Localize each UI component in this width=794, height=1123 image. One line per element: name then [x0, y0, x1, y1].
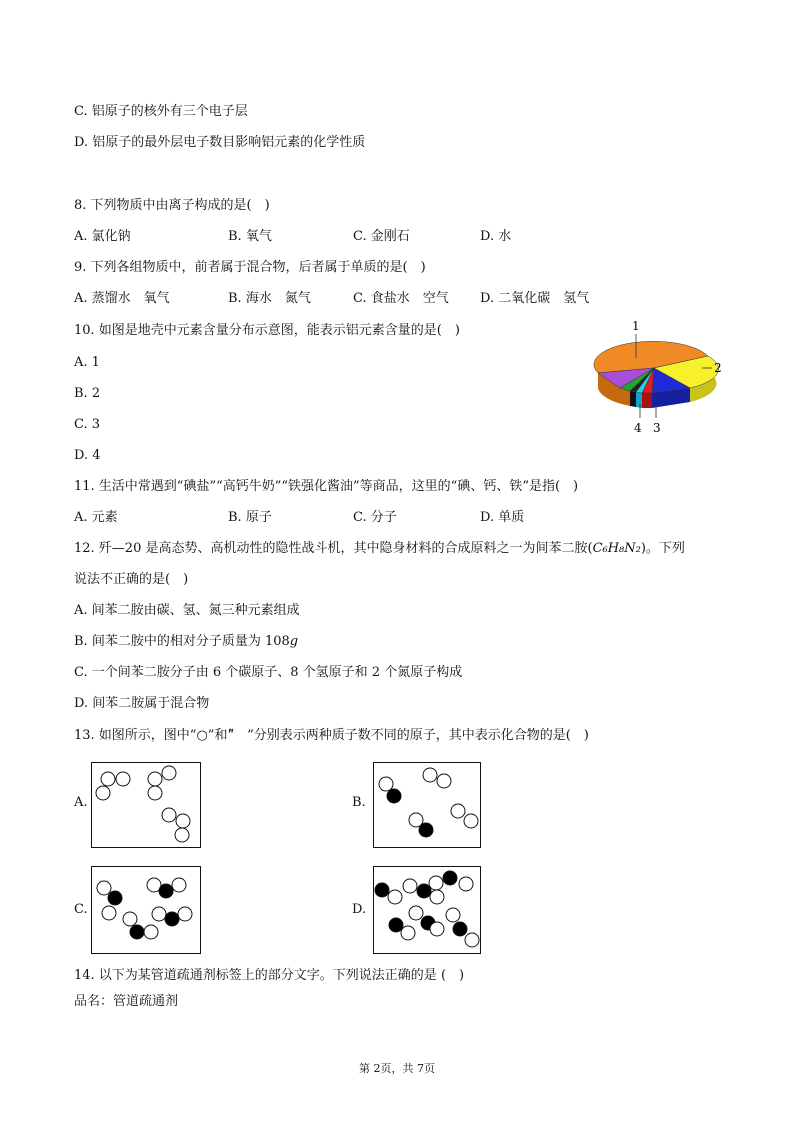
- q12-stem-line2: 说法不正确的是( ): [74, 572, 189, 587]
- diagram-d-atoms: [374, 867, 480, 953]
- q8-option-b: B. 氧气: [228, 229, 272, 244]
- q9-option-b: B. 海水 氮气: [228, 291, 311, 306]
- diagram-a-atoms: [92, 763, 200, 847]
- page-footer: 第 2页，共 7页: [359, 1062, 435, 1075]
- q11-stem: 11. 生活中常遇到“碘盐”“高钙牛奶”“铁强化酱油”等商品，这里的“碘、钙、铁”是指( ): [74, 479, 579, 494]
- q13-diagram-c: [91, 866, 201, 954]
- diagram-b-atoms: [374, 763, 480, 847]
- q8-option-a: A. 氯化钠: [74, 229, 131, 244]
- q13-diagram-d: [373, 866, 481, 954]
- q11-option-a: A. 元素: [74, 510, 118, 525]
- q11-option-c: C. 分子: [353, 510, 397, 525]
- q11-option-b: B. 原子: [228, 510, 272, 525]
- q9-option-a: A. 蒸馏水 氧气: [74, 291, 170, 306]
- q13-diagram-a: [91, 762, 201, 848]
- q9-option-c: C. 食盐水 空气: [353, 291, 449, 306]
- q10-option-c: C. 3: [74, 417, 101, 432]
- q12-option-b: [74, 633, 298, 651]
- q12-option-b-unit: g: [289, 634, 299, 649]
- q12-option-c: C. 一个间苯二胺分子由 6 个碳原子、8 个氢原子和 2 个氮原子构成: [74, 665, 463, 680]
- q12-formula: C₆H₈N₂: [592, 541, 641, 556]
- q10-option-d: D. 4: [74, 448, 101, 463]
- q12-stem-text: 12. 歼—20 是高态势、高机动性的隐性战斗机，其中隐身材料的合成原料之一为间苯二胺(: [74, 541, 593, 556]
- q7-option-c: C. 铝原子的核外有三个电子层: [74, 104, 248, 119]
- pie-label-1: 1: [632, 319, 640, 333]
- q13-label-b: B.: [352, 795, 366, 810]
- q13-label-a: A.: [74, 795, 88, 810]
- pie-label-3: 3: [653, 421, 661, 435]
- q14-stem: 14. 以下为某管道疏通剂标签上的部分文字。下列说法正确的是 ( ): [74, 968, 465, 983]
- q10-option-a: A. 1: [74, 355, 100, 370]
- crust-element-pie-figure: [590, 318, 730, 438]
- pie-label-4: 4: [634, 421, 642, 435]
- pie-label-2: 2: [714, 361, 722, 375]
- q8-option-d: D. 水: [480, 229, 512, 244]
- pie-side-6: [636, 392, 642, 408]
- q12-option-a: A. 间苯二胺由碳、氢、氮三种元素组成: [74, 603, 300, 618]
- q12-option-d: D. 间苯二胺属于混合物: [74, 696, 210, 711]
- q9-stem: 9. 下列各组物质中，前者属于混合物，后者属于单质的是( ): [74, 260, 426, 275]
- q12-stem-end: )。下列: [640, 541, 685, 556]
- q10-option-b: B. 2: [74, 386, 101, 401]
- q13-label-d: D.: [352, 902, 367, 917]
- pie-side-5: [630, 391, 636, 407]
- q7-option-d: D. 铝原子的最外层电子数目影响铝元素的化学性质: [74, 135, 366, 150]
- q13-diagram-b: [373, 762, 481, 848]
- diagram-c-atoms: [92, 867, 200, 953]
- q12-option-b-text: B. 间苯二胺中的相对分子质量为 108: [74, 634, 290, 649]
- q10-stem: 10. 如图是地壳中元素含量分布示意图，能表示铝元素含量的是( ): [74, 323, 460, 338]
- q14-product-name: 品名：管道疏通剂: [74, 994, 179, 1009]
- q8-option-c: C. 金刚石: [353, 229, 410, 244]
- pie-side-4: [642, 393, 652, 408]
- q13-stem: 13. 如图所示，图中“○”和“̃ ”分别表示两种质子数不同的原子，其中表示化合物的是( ): [74, 728, 589, 743]
- q12-stem-line1: [74, 540, 685, 558]
- q9-option-d: D. 二氧化碳 氢气: [480, 291, 590, 306]
- q13-label-c: C.: [74, 902, 88, 917]
- q8-stem: 8. 下列物质中由离子构成的是( ): [74, 198, 270, 213]
- q11-option-d: D. 单质: [480, 510, 525, 525]
